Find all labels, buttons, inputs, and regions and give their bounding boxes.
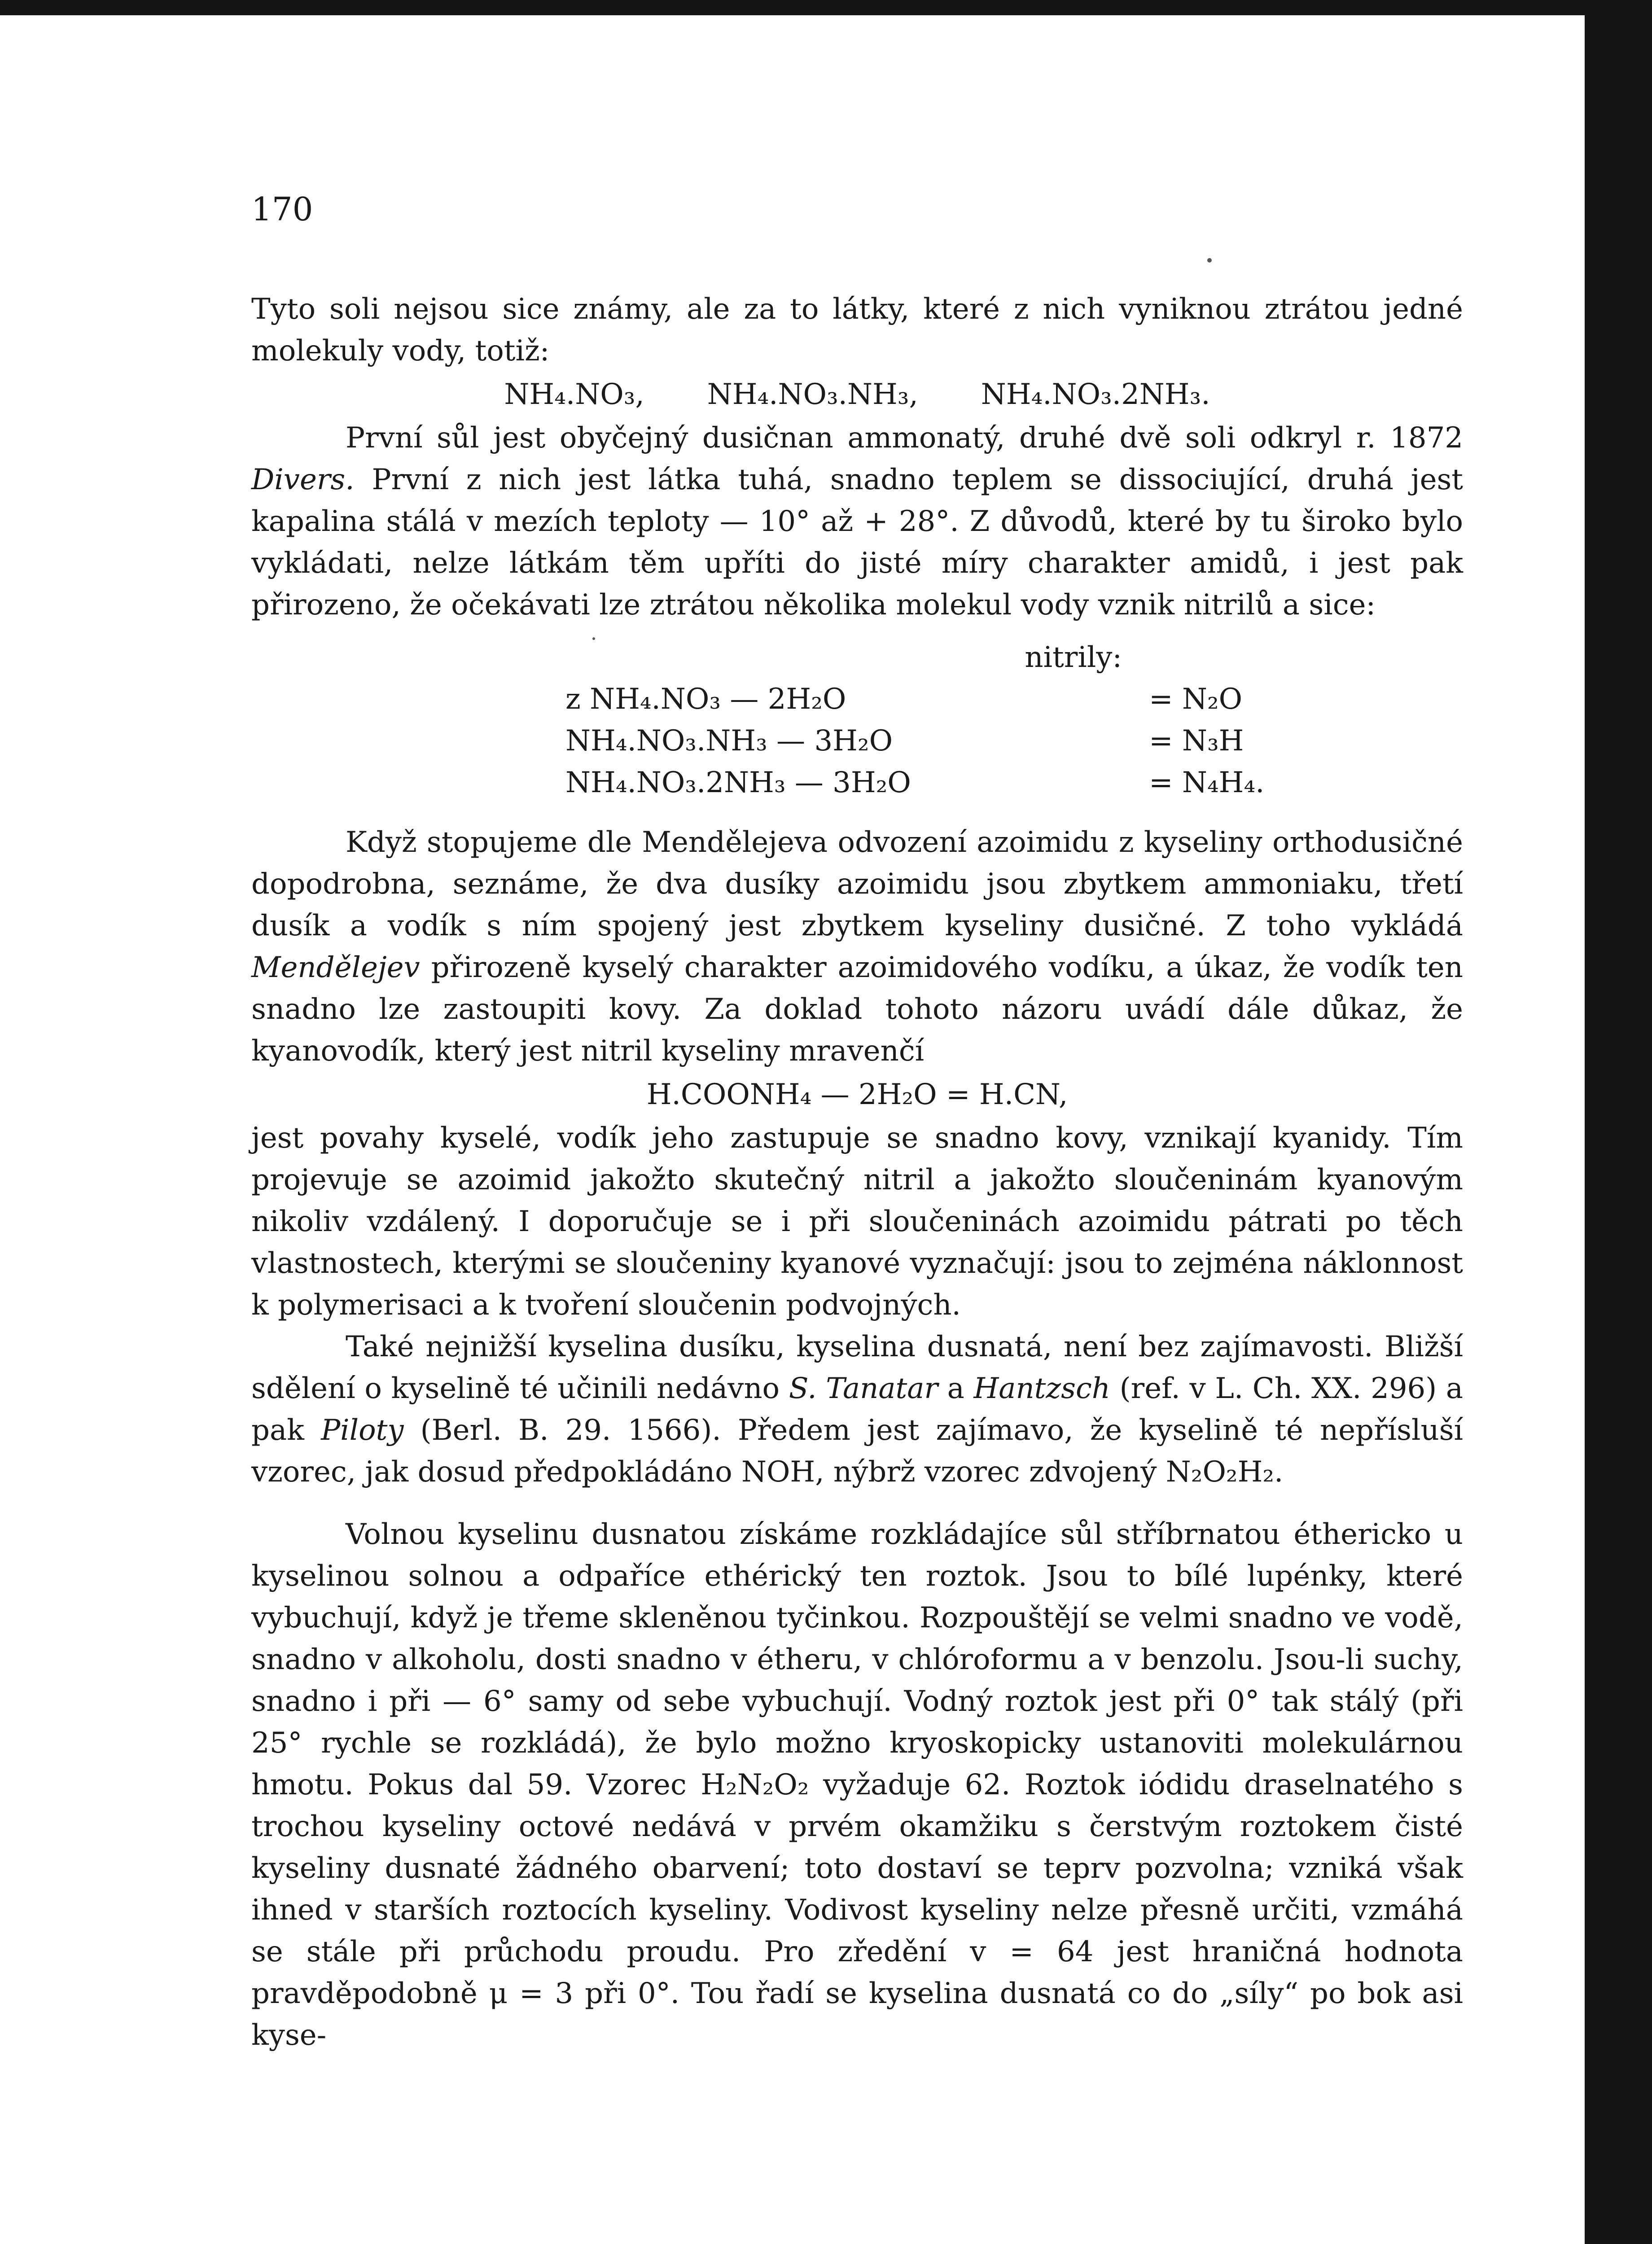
paragraph-2 (251, 822, 1463, 1072)
paragraph-1-text-a: První sůl jest obyčejný dusičnan ammonatý, druhé dvě soli odkryl r. 1872 (346, 421, 1463, 455)
salt-formula-2: NH₄.NO₃.NH₃, (707, 378, 918, 411)
page-content (251, 188, 1463, 2056)
equation-lhs: z NH₄.NO₃ — 2H₂O (565, 683, 846, 716)
scan-border-right (1585, 0, 1652, 2244)
intro-paragraph: Tyto soli nejsou sice známy, ale za to látky, které z nich vyniknou ztrátou jedné molekuly vody, totiž: (251, 293, 1463, 368)
equation-rhs: = N₃H (1149, 724, 1244, 758)
equations-header: nitrily: (1025, 641, 1122, 674)
paragraph-3-text-b: (ref. v L. Ch. XX. 296) a pak (251, 1372, 1464, 1447)
paragraph-3-text-a: Také nejnižší kyselina dusíku, kyselina dusnatá, není bez zajímavosti. Bližší sdělení o kyselině té učinili nedávno (251, 1330, 1463, 1405)
salt-formula-3: NH₄.NO₃.2NH₃. (981, 378, 1210, 411)
equation-row (565, 762, 1463, 804)
author-mendelejev: Mendělejev (251, 951, 420, 984)
paragraph-1 (251, 417, 1463, 626)
author-piloty: Piloty (321, 1414, 404, 1447)
author-divers: Divers. (251, 463, 355, 496)
nitrile-equations (565, 637, 1463, 804)
equation-lhs: NH₄.NO₃.2NH₃ — 3H₂O (565, 766, 911, 799)
paragraph-2-text-b: přirozeně kyselý charakter azoimidového vodíku, a úkaz, že vodík ten snadno lze zastoupiti kovy. Za doklad tohoto názoru uvádí dále důkaz, že kyanovodík, který jest nitril kyseliny mravenčí (251, 951, 1464, 1068)
page-number: 170 (251, 190, 313, 228)
paragraph-2-text-a: Když stopujeme dle Mendělejeva odvození azoimidu z kyseliny orthodusičné dopodrobna, seznáme, že dva dusíky azoimidu jsou zbytkem ammoniaku, třetí dusík a vodík s ním spojený jest zbytkem kyseliny dusičné. Z toho vykládá (251, 826, 1463, 942)
paragraph-2-continued: jest povahy kyselé, vodík jeho zastupuje se snadno kovy, vznikají kyanidy. Tím projevuje se azoimid jakožto skutečný nitril a jakožto sloučeninám kyanovým nikoliv vzdálený. I doporučuje se i při sloučeninách azoimidu pátrati po těch vlastnostech, kterými se sloučeniny kyanové vyznačují: jsou to zejména náklonnost k polymerisaci a k tvoření sloučenin podvojných. (251, 1122, 1463, 1322)
paragraph-3 (251, 1326, 1463, 1493)
cyanide-formula: H.COONH₄ — 2H₂O = H.CN, (646, 1078, 1068, 1111)
salt-formula-1: NH₄.NO₃, (504, 378, 644, 411)
scan-border-top (0, 0, 1652, 15)
paragraph-3-text-c: (Berl. B. 29. 1566). Předem jest zajímavo, že kyselině té nepřísluší vzorec, jak dosud předpokládáno NOH, nýbrž vzorec zdvojený N₂O₂H₂. (251, 1414, 1464, 1489)
equation-rhs: = N₄H₄. (1149, 766, 1265, 799)
paragraph-4: Volnou kyselinu dusnatou získáme rozkládajíce sůl stříbrnatou éthericko u kyselinou solnou a odpaříce ethérický ten roztok. Jsou to bílé lupénky, které vybuchují, když je třeme skleněnou tyčinkou. Rozpouštějí se velmi snadno ve vodě, snadno v alkoholu, dosti snadno v étheru, v chlóroformu a v benzolu. Jsou-li suchy, snadno i při — 6° samy od sebe vybuchují. Vodný roztok jest při 0° tak stálý (při 25° rychle se rozkládá), že bylo možno kryoskopicky ustanoviti molekulárnou hmotu. Pokus dal 59. Vzorec H₂N₂O₂ vyžaduje 62. Roztok iódidu draselnatého s trochou kyseliny octové nedává v prvém okamžiku s čerstvým roztokem čisté kyseliny dusnaté žádného obarvení; toto dostaví se teprv pozvolna; vzniká však ihned v starších roztocích kyseliny. Vodivost kyseliny nelze přesně určiti, vzmáhá se stále při průchodu proudu. Pro zředění v = 64 jest hraničná hodnota pravděpodobně μ = 3 při 0°. Tou řadí se kyselina dusnatá co do „síly“ po bok asi kyse- (251, 1518, 1463, 2052)
equation-row (565, 720, 1463, 762)
author-hantzsch: Hantzsch (973, 1372, 1111, 1405)
author-tanatar: S. Tanatar (789, 1372, 938, 1405)
equation-row (565, 679, 1463, 720)
salt-formulas (251, 374, 1463, 416)
paragraph-1-text-b: První z nich jest látka tuhá, snadno teplem se dissociující, druhá jest kapalina stálá v mezích teploty — 10° až + 28°. Z důvodů, které by tu široko bylo vykládati, nelze látkám těm upříti do jisté míry charakter amidů, i jest pak přirozeno, že očekávati lze ztrátou několika molekul vody vznik nitrilů a sice: (251, 463, 1464, 622)
equation-lhs: NH₄.NO₃.NH₃ — 3H₂O (565, 724, 893, 758)
equation-rhs: = N₂O (1149, 683, 1243, 716)
paragraph-3-and: a (947, 1372, 964, 1405)
